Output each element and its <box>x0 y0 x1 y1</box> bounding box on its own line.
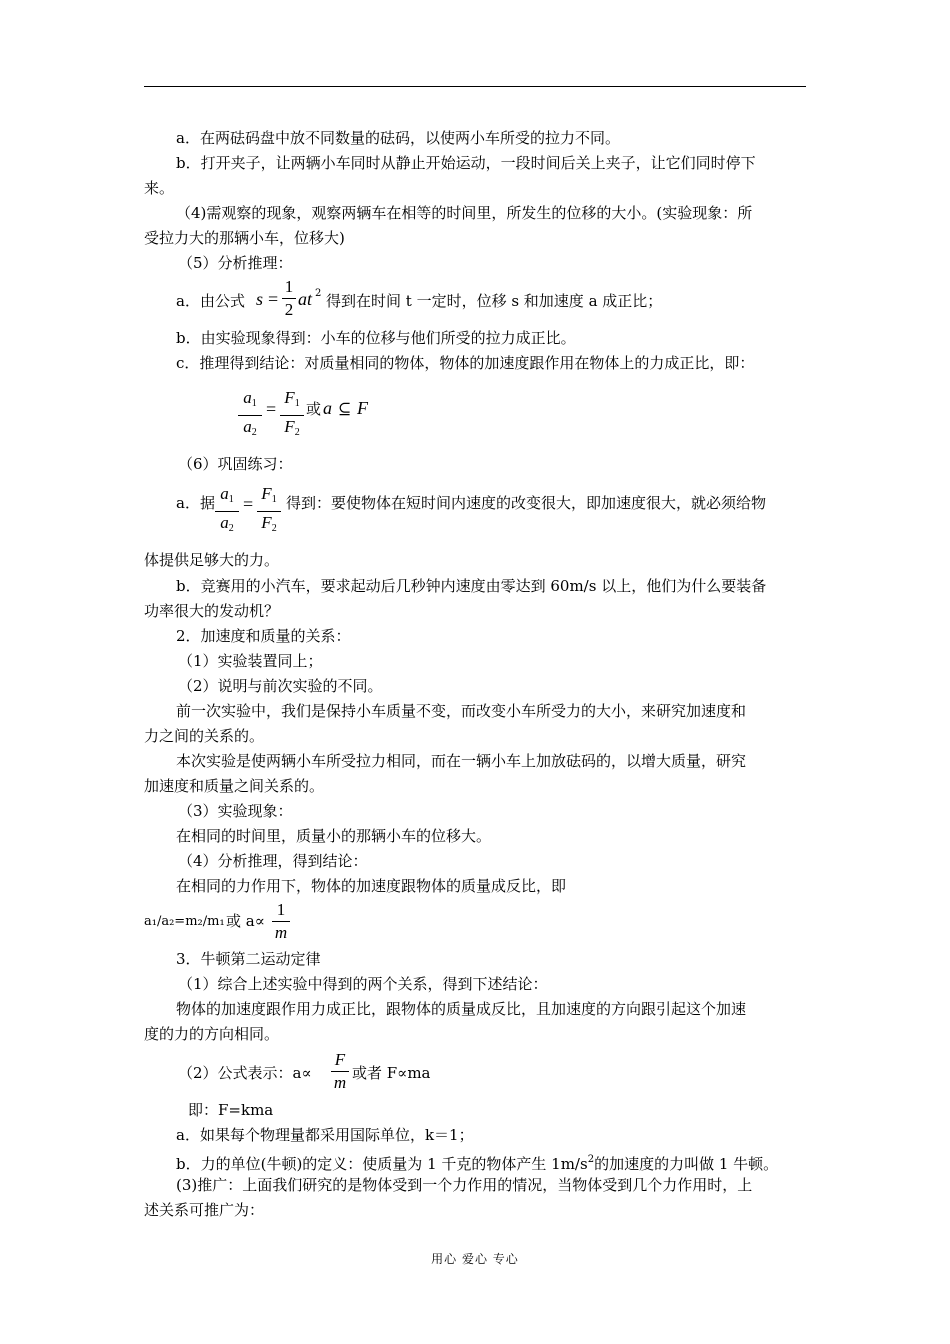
fraction-F1-F2 <box>280 388 304 443</box>
section-heading: （3）实验现象： <box>178 802 293 820</box>
header-rule <box>144 86 806 87</box>
paragraph: b．打开夹子，让两辆小车同时从静止开始运动，一段时间后关上夹子，让它们同时停下 <box>176 154 756 172</box>
paragraph: 体提供足够大的力。 <box>144 551 280 569</box>
text: b．力的单位(牛顿)的定义：使质量为 1 千克的物体产生 1m/s <box>176 1155 588 1173</box>
section-heading: （4）分析推理，得到结论： <box>178 852 368 870</box>
fraction-numerator: $a_1$ <box>220 484 234 505</box>
section-heading: 2．加速度和质量的关系： <box>176 627 351 645</box>
fraction-denominator: m <box>333 1073 347 1092</box>
paragraph: 来。 <box>144 179 175 197</box>
fraction-bar <box>238 415 262 416</box>
paragraph-suffix: 得到：要使物体在短时间内速度的改变很大，即加速度很大，就必须给物 <box>286 494 767 512</box>
fraction-bar <box>280 415 304 416</box>
paragraph: 加速度和质量之间关系的。 <box>144 777 325 795</box>
paragraph: (3)推广：上面我们研究的是物体受到一个力作用的情况，当物体受到几个力作用时，上 <box>176 1176 753 1194</box>
fraction-denominator: $a_2$ <box>220 513 234 534</box>
paragraph-prefix: （2）公式表示：a∝ <box>178 1064 312 1082</box>
paragraph: c．推理得到结论：对质量相同的物体，物体的加速度跟作用在物体上的力成正比，即： <box>176 354 755 372</box>
paragraph: 度的力的方向相同。 <box>144 1025 280 1043</box>
paragraph-prefix: a．由公式 <box>176 292 245 310</box>
math-equals: = <box>268 289 279 309</box>
paragraph-prefix: a．据 <box>176 494 215 512</box>
paragraph: 受拉力大的那辆小车，位移大) <box>144 229 345 247</box>
section-heading: （6）巩固练习： <box>178 455 293 473</box>
paragraph: 在相同的力作用下，物体的加速度跟物体的质量成反比，即 <box>176 877 567 895</box>
fraction-numerator: $a_1$ <box>243 388 257 409</box>
fraction-bar <box>331 1071 349 1072</box>
section-heading: 3．牛顿第二运动定律 <box>176 950 321 968</box>
fraction-numerator: 1 <box>276 900 286 919</box>
fraction-denominator: 2 <box>284 300 294 319</box>
fraction-a1-a2 <box>215 484 239 539</box>
fraction-bar <box>215 511 239 512</box>
math-subset: ⊆ <box>338 399 352 418</box>
paragraph: 在相同的时间里，质量小的那辆小车的位移大。 <box>176 827 492 845</box>
math-s: s <box>256 289 264 309</box>
math-equals: = <box>243 494 254 514</box>
paragraph: （4)需观察的现象，观察两辆车在相等的时间里，所发生的位移的大小。(实验现象：所 <box>176 204 753 222</box>
fraction-denominator: $F_2$ <box>284 417 300 438</box>
fraction-denominator: $F_2$ <box>261 513 277 534</box>
superscript: 2 <box>587 1154 595 1165</box>
section-heading: （5）分析推理： <box>178 254 293 272</box>
fraction-a1-a2 <box>238 388 262 443</box>
math-a: a <box>323 398 332 418</box>
fraction-bar <box>272 921 290 922</box>
fraction-bar <box>257 511 281 512</box>
paragraph: a．如果每个物理量都采用国际单位，k＝1； <box>176 1126 474 1144</box>
math-equals: = <box>266 399 277 419</box>
paragraph: 力之间的关系的。 <box>144 727 265 745</box>
fraction-numerator: $F_1$ <box>284 388 300 409</box>
paragraph-suffix: 或者 F∝ma <box>352 1064 431 1082</box>
paragraph: 本次实验是使两辆小车所受拉力相同，而在一辆小车上加放砝码的，以增大质量，研究 <box>176 752 747 770</box>
paragraph: （1）综合上述实验中得到的两个关系，得到下述结论： <box>178 975 548 993</box>
math-F: F <box>357 398 368 418</box>
fraction-numerator: $F_1$ <box>261 484 277 505</box>
fraction-denominator: $a_2$ <box>243 417 257 438</box>
fraction-F-over-m <box>331 1050 349 1093</box>
paragraph: 功率很大的发动机？ <box>144 602 280 620</box>
paragraph: （2）说明与前次实验的不同。 <box>178 677 383 695</box>
word-or-proportional: 或 a∝ <box>226 912 265 930</box>
fraction-half <box>282 277 296 320</box>
word-or: 或 <box>306 400 322 418</box>
paragraph: （1）实验装置同上； <box>178 652 323 670</box>
fraction-denominator: m <box>274 923 288 942</box>
paragraph: 物体的加速度跟作用力成正比，跟物体的质量成反比，且加速度的方向跟引起这个加速 <box>176 1000 747 1018</box>
paragraph <box>176 1150 778 1174</box>
paragraph-suffix: 得到在时间 t 一定时，位移 s 和加速度 a 成正比； <box>326 292 663 310</box>
paragraph: b．由实验现象得到：小车的位移与他们所受的拉力成正比。 <box>176 329 576 347</box>
fraction-F1-F2 <box>257 484 281 539</box>
paragraph: b．竞赛用的小汽车，要求起动后几秒钟内速度由零达到 60m/s 以上，他们为什么要装备 <box>176 577 767 595</box>
math-exponent: 2 <box>315 288 322 299</box>
text: 的加速度的力叫做 1 牛顿。 <box>594 1155 779 1173</box>
fraction-one-over-m <box>272 900 290 943</box>
fraction-numerator: 1 <box>284 277 294 296</box>
fraction-numerator: F <box>334 1050 346 1069</box>
math-at: at <box>298 289 313 309</box>
page-footer: 用心 爱心 专心 <box>431 1252 519 1266</box>
paragraph: 即：F=kma <box>188 1101 274 1119</box>
paragraph: 述关系可推广为： <box>144 1201 265 1219</box>
fraction-bar <box>282 298 296 299</box>
paragraph: a．在两砝码盘中放不同数量的砝码，以使两小车所受的拉力不同。 <box>176 129 620 147</box>
ratio-formula: a₁/a₂=m₂/m₁ <box>144 914 225 929</box>
paragraph: 前一次实验中，我们是保持小车质量不变，而改变小车所受力的大小，来研究加速度和 <box>176 702 747 720</box>
